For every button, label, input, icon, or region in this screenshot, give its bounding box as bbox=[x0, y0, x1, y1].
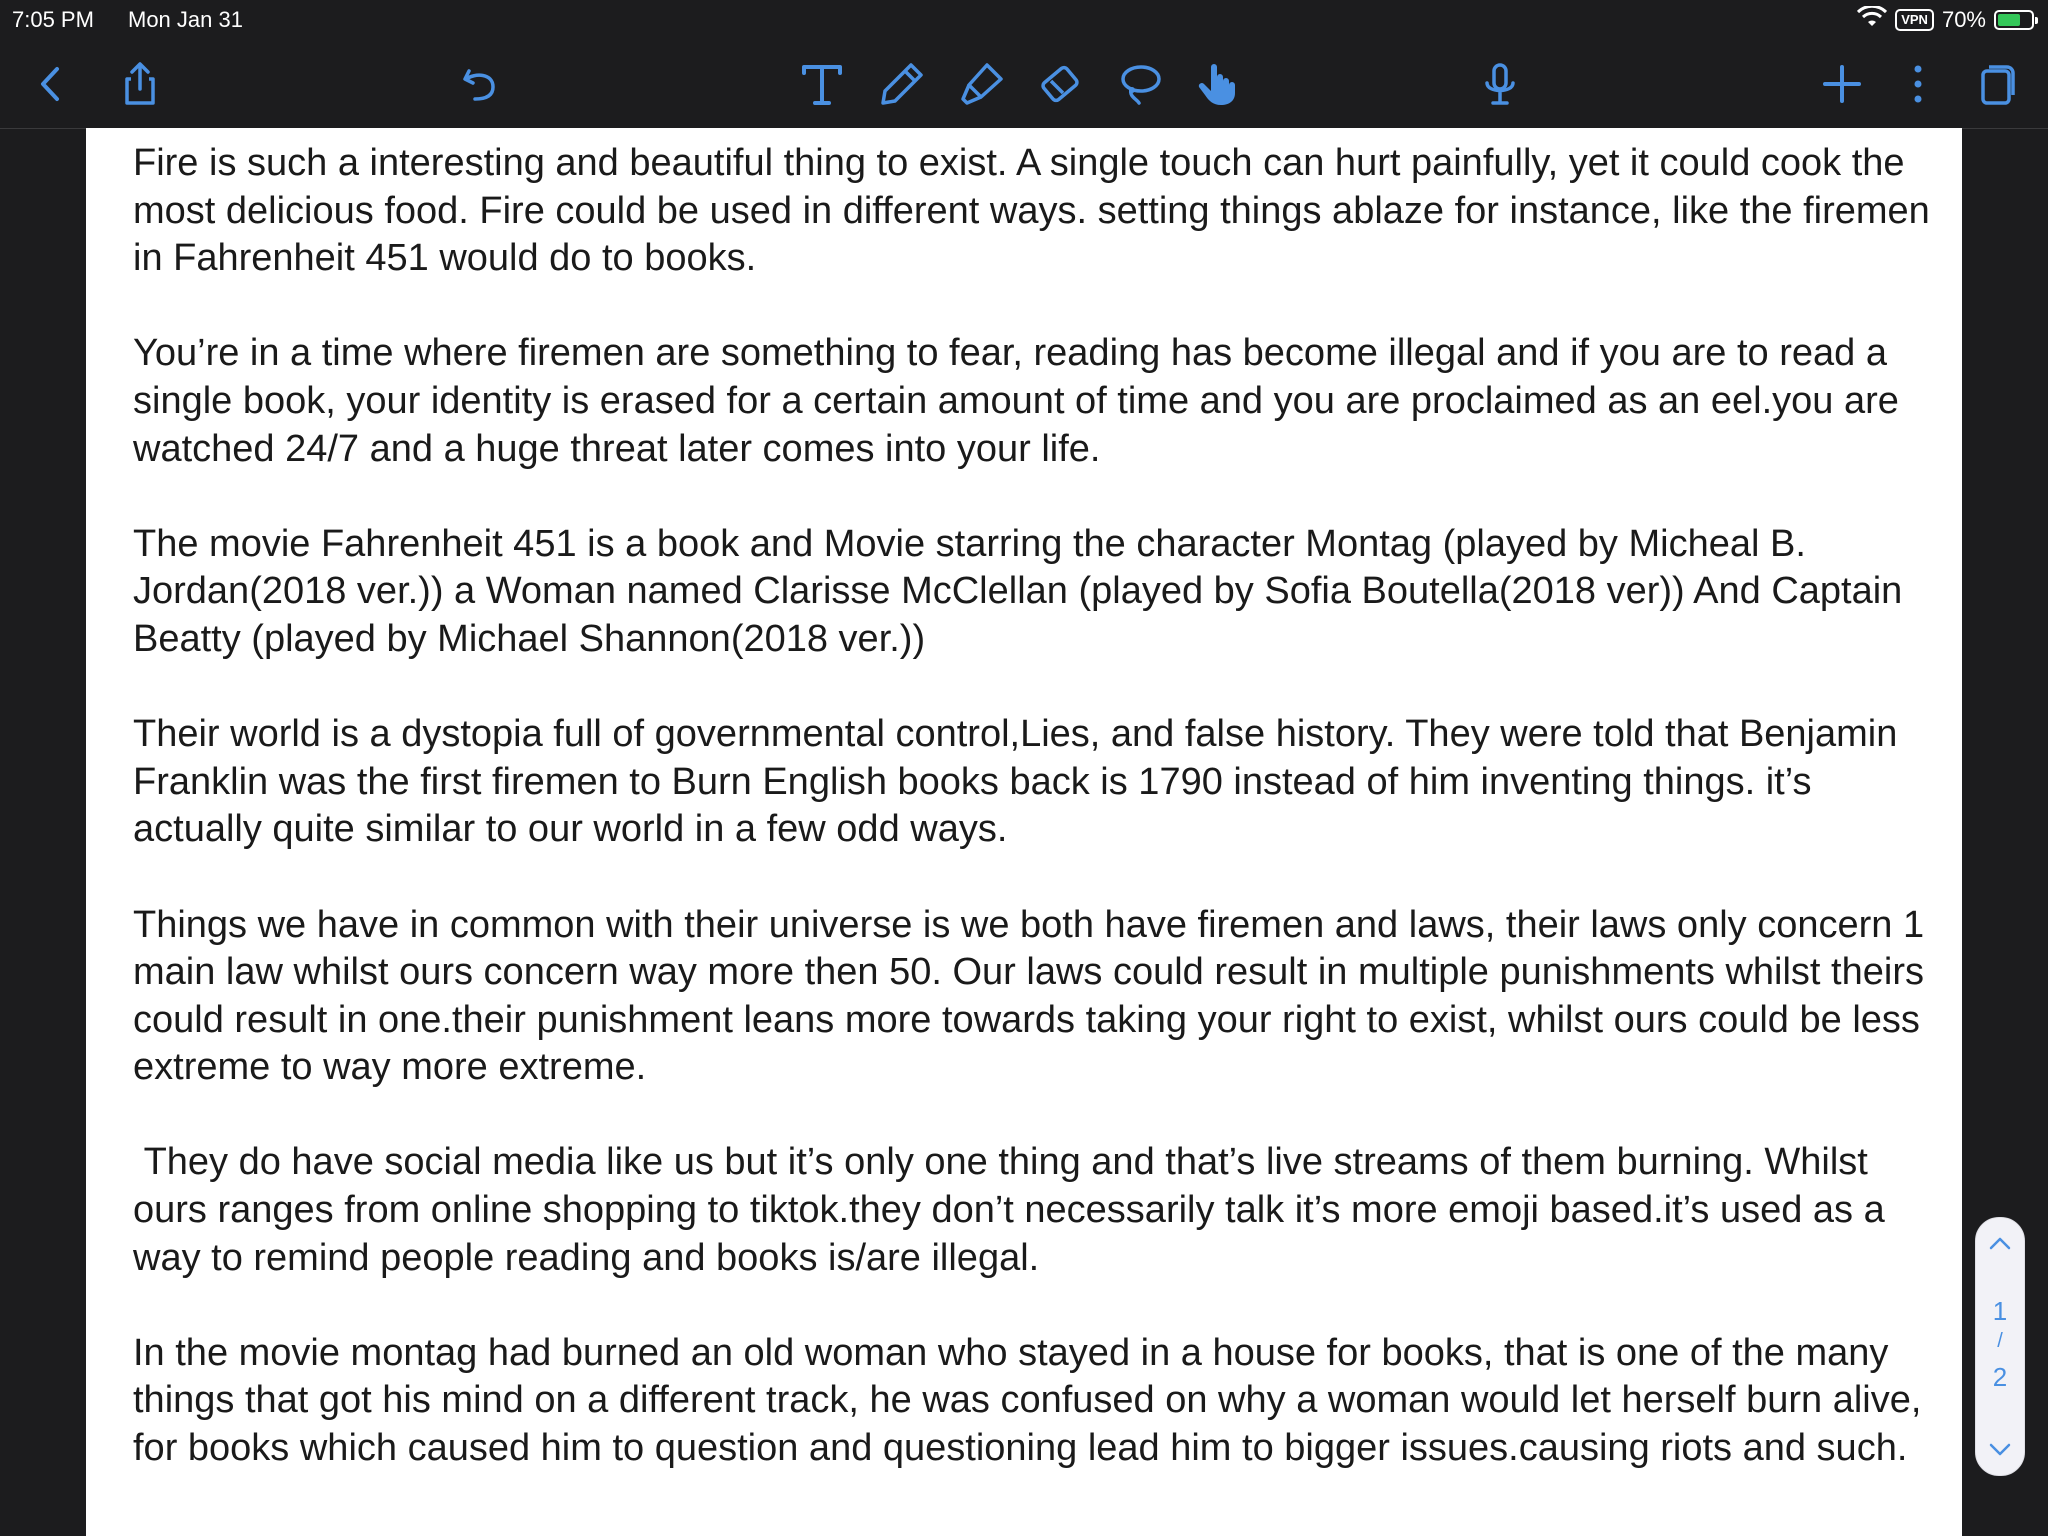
paragraph: Their world is a dystopia full of governmental control,Lies, and false history. They were told that Benjamin Franklin was the first firemen to Burn English books back is 1790 instead of him inventing things. it’s actually quite similar to our world in a few odd ways. bbox=[133, 713, 1908, 851]
back-icon[interactable] bbox=[22, 54, 82, 114]
text-tool-icon[interactable] bbox=[792, 54, 852, 114]
more-icon[interactable] bbox=[1888, 54, 1948, 114]
status-time: 7:05 PM bbox=[12, 7, 94, 32]
pages-icon[interactable] bbox=[1966, 54, 2026, 114]
eraser-icon[interactable] bbox=[1030, 54, 1090, 114]
microphone-icon[interactable] bbox=[1470, 54, 1530, 114]
share-icon[interactable] bbox=[110, 54, 170, 114]
status-date: Mon Jan 31 bbox=[128, 7, 243, 32]
pen-icon[interactable] bbox=[872, 54, 932, 114]
toolbar bbox=[0, 40, 2048, 129]
page-separator: / bbox=[1997, 1330, 2003, 1352]
vpn-badge: VPN bbox=[1895, 9, 1934, 31]
paragraph: The movie Fahrenheit 451 is a book and Movie starring the character Montag (played by Micheal B. Jordan(2018 ver.)) a Woman named Clarisse McClellan (played by Sofia Boutella(2018 ver)) And Captain Beatty (played by Michael Shannon(2018 ver.)) bbox=[133, 522, 1913, 660]
document-page[interactable] bbox=[86, 128, 1962, 1536]
current-page-number: 1 bbox=[1992, 1296, 2008, 1326]
wifi-icon bbox=[1857, 6, 1887, 34]
undo-icon[interactable] bbox=[450, 54, 510, 114]
chevron-up-icon[interactable] bbox=[1988, 1232, 2012, 1256]
paragraph: They do have social media like us but it’s only one thing and that’s live streams of them burning. Whilst ours ranges from online shopping to tiktok.they don’t necessarily talk it’s more emoji based.it’s used as a way to remind people reading and books is/are illegal. bbox=[133, 1141, 1896, 1279]
page-indicator[interactable] bbox=[1975, 1217, 2025, 1476]
paragraph: Fire is such a interesting and beautiful thing to exist. A single touch can hurt painfully, yet it could cook the most delicious food. Fire could be used in different ways. setting things ablaze for instance, like the firemen in Fahrenheit 451 would do to books. bbox=[133, 142, 1941, 280]
status-right bbox=[1857, 6, 2034, 34]
total-page-number: 2 bbox=[1992, 1362, 2008, 1392]
document-text[interactable] bbox=[133, 140, 1941, 1520]
paragraph: Things we have in common with their universe is we both have firemen and laws, their laws only concern 1 main law whilst ours concern way more then 50. Our laws could result in multiple punishments whilst theirs could result in one.their punishment leans more towards taking your right to exist, whilst ours could be less extreme to way more extreme. bbox=[133, 903, 1935, 1089]
status-bar bbox=[0, 0, 2048, 40]
plus-icon[interactable] bbox=[1812, 54, 1872, 114]
battery-icon bbox=[1994, 10, 2034, 30]
paragraph: You’re in a time where firemen are something to fear, reading has become illegal and if you are to read a single book, your identity is erased for a certain amount of time and you are proclaimed as an eel.you are watched 24/7 and a huge threat later comes into your life. bbox=[133, 332, 1910, 470]
highlighter-icon[interactable] bbox=[952, 54, 1012, 114]
battery-percent: 70% bbox=[1941, 7, 1986, 32]
chevron-down-icon[interactable] bbox=[1988, 1437, 2012, 1461]
hand-pointer-icon[interactable] bbox=[1188, 54, 1248, 114]
paragraph: In the movie montag had burned an old woman who stayed in a house for books, that is one of the many things that got his mind on a different track, he was confused on why a woman would let herself burn alive, for books which caused him to question and questioning lead him to bigger issues.causing riots and such. bbox=[133, 1331, 1932, 1470]
lasso-icon[interactable] bbox=[1110, 54, 1170, 114]
